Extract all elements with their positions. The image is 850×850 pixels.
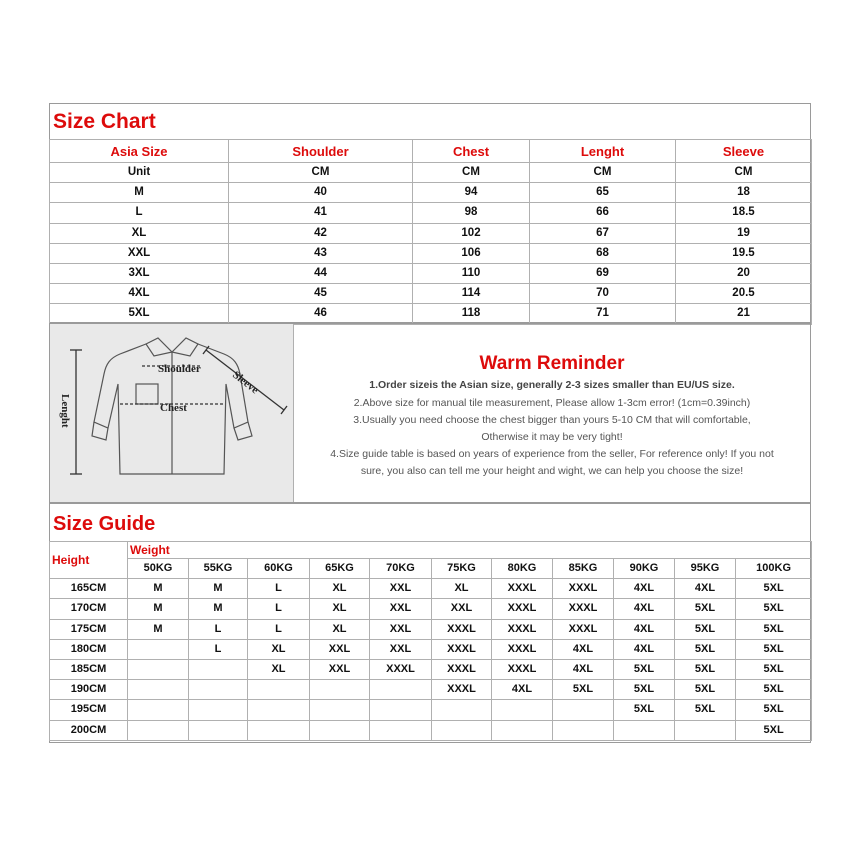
- size-chart-cell: M: [50, 183, 229, 203]
- size-chart-cell: 45: [229, 284, 413, 304]
- size-chart-cell: XXL: [50, 243, 229, 263]
- size-cell: 4XL: [492, 680, 553, 700]
- size-chart-cell: 114: [413, 284, 530, 304]
- size-guide-section: [49, 503, 811, 743]
- weight-cell: 65KG: [310, 559, 370, 579]
- sleeve-label: Sleeve: [230, 368, 261, 397]
- size-chart-row: [50, 304, 812, 324]
- size-cell: XXXL: [492, 599, 553, 619]
- size-guide-header-row: [50, 542, 812, 559]
- size-cell: XXL: [432, 599, 492, 619]
- size-cell: [553, 700, 614, 720]
- weight-cell: 70KG: [370, 559, 432, 579]
- weight-cell: 95KG: [675, 559, 736, 579]
- weight-cell: 55KG: [189, 559, 248, 579]
- size-cell: [189, 680, 248, 700]
- size-chart-cell: 46: [229, 304, 413, 324]
- size-cell: XXL: [310, 659, 370, 679]
- size-chart-cell: 68: [530, 243, 676, 263]
- size-cell: XXXL: [553, 599, 614, 619]
- size-chart-cell: 3XL: [50, 263, 229, 283]
- size-chart-cell: 44: [229, 263, 413, 283]
- size-cell: 4XL: [614, 599, 675, 619]
- size-cell: XXXL: [553, 579, 614, 599]
- size-cell: 5XL: [675, 680, 736, 700]
- size-chart-cell: 66: [530, 203, 676, 223]
- height-cell: 190CM: [50, 680, 128, 700]
- size-chart-cell: 20: [676, 263, 812, 283]
- shirt-icon: [50, 324, 293, 502]
- size-chart-row: [50, 163, 812, 183]
- size-chart-title: Size Chart: [53, 110, 156, 133]
- size-cell: XXL: [370, 599, 432, 619]
- reminder-line-4: Otherwise it may be very tight!: [481, 431, 623, 443]
- weight-cell: 80KG: [492, 559, 553, 579]
- size-cell: M: [189, 579, 248, 599]
- size-cell: 5XL: [736, 639, 812, 659]
- size-cell: 5XL: [736, 579, 812, 599]
- size-cell: [310, 700, 370, 720]
- size-cell: [248, 720, 310, 740]
- size-guide-row: [50, 579, 812, 599]
- size-cell: [675, 720, 736, 740]
- size-cell: 4XL: [553, 659, 614, 679]
- size-cell: 5XL: [614, 700, 675, 720]
- size-cell: 5XL: [614, 659, 675, 679]
- size-cell: XXXL: [370, 659, 432, 679]
- size-cell: XL: [248, 659, 310, 679]
- size-cell: [370, 700, 432, 720]
- size-cell: 5XL: [736, 599, 812, 619]
- size-chart-cell: 18.5: [676, 203, 812, 223]
- size-guide-row: [50, 599, 812, 619]
- header-length: Lenght: [530, 140, 676, 163]
- reminder-line-2: 2.Above size for manual tile measurement, Please allow 1-3cm error! (1cm=0.39inch): [353, 397, 751, 409]
- height-cell: 195CM: [50, 700, 128, 720]
- size-cell: 5XL: [675, 700, 736, 720]
- size-cell: 5XL: [553, 680, 614, 700]
- size-cell: [189, 700, 248, 720]
- size-cell: XL: [310, 579, 370, 599]
- size-cell: XXL: [370, 639, 432, 659]
- size-chart-cell: 106: [413, 243, 530, 263]
- size-chart-cell: 41: [229, 203, 413, 223]
- height-cell: 170CM: [50, 599, 128, 619]
- reminder-title: Warm Reminder: [479, 353, 625, 374]
- size-cell: [553, 720, 614, 740]
- reminder-section: [49, 323, 811, 503]
- size-chart-cell: 110: [413, 263, 530, 283]
- size-chart-cell: 19: [676, 223, 812, 243]
- size-cell: 5XL: [675, 659, 736, 679]
- size-cell: 4XL: [614, 579, 675, 599]
- size-chart-cell: 42: [229, 223, 413, 243]
- size-cell: [370, 680, 432, 700]
- size-guide-row: [50, 700, 812, 720]
- size-cell: 5XL: [675, 599, 736, 619]
- size-chart-cell: 94: [413, 183, 530, 203]
- size-cell: [189, 720, 248, 740]
- height-cell: 175CM: [50, 619, 128, 639]
- size-cell: 5XL: [736, 720, 812, 740]
- size-cell: L: [248, 599, 310, 619]
- size-guide-row: [50, 680, 812, 700]
- size-cell: [370, 720, 432, 740]
- size-cell: 5XL: [736, 700, 812, 720]
- weight-cell: 85KG: [553, 559, 614, 579]
- size-cell: 4XL: [614, 639, 675, 659]
- size-cell: 5XL: [736, 619, 812, 639]
- header-shoulder: Shoulder: [229, 140, 413, 163]
- size-guide-row: [50, 619, 812, 639]
- size-cell: 5XL: [675, 619, 736, 639]
- size-cell: XXXL: [492, 639, 553, 659]
- size-cell: [128, 639, 189, 659]
- size-cell: XXXL: [492, 619, 553, 639]
- size-cell: XL: [432, 579, 492, 599]
- size-chart-cell: CM: [413, 163, 530, 183]
- shirt-diagram: [50, 324, 294, 502]
- header-sleeve: Sleeve: [676, 140, 812, 163]
- header-asia-size: Asia Size: [50, 140, 229, 163]
- size-chart-cell: 98: [413, 203, 530, 223]
- size-cell: L: [248, 619, 310, 639]
- size-chart-cell: 40: [229, 183, 413, 203]
- size-cell: 5XL: [675, 639, 736, 659]
- size-cell: M: [128, 579, 189, 599]
- size-chart-header-row: [50, 140, 812, 163]
- size-chart-row: [50, 183, 812, 203]
- size-chart-cell: 69: [530, 263, 676, 283]
- height-cell: 200CM: [50, 720, 128, 740]
- size-chart-cell: CM: [530, 163, 676, 183]
- size-chart-cell: 5XL: [50, 304, 229, 324]
- weight-cell: 90KG: [614, 559, 675, 579]
- size-cell: XXXL: [432, 680, 492, 700]
- reminder-line-1: 1.Order sizeis the Asian size, generally 2-3 sizes smaller than EU/US size.: [369, 379, 735, 391]
- size-chart-cell: CM: [676, 163, 812, 183]
- size-chart-cell: 20.5: [676, 284, 812, 304]
- size-cell: XXXL: [432, 659, 492, 679]
- size-chart-row: [50, 243, 812, 263]
- weight-cell: 50KG: [128, 559, 189, 579]
- size-cell: 5XL: [614, 680, 675, 700]
- size-cell: XL: [248, 639, 310, 659]
- size-cell: L: [189, 639, 248, 659]
- size-chart-row: [50, 203, 812, 223]
- size-cell: XXL: [370, 619, 432, 639]
- height-header: Height: [50, 542, 128, 579]
- size-chart-cell: 43: [229, 243, 413, 263]
- height-cell: 185CM: [50, 659, 128, 679]
- size-chart-cell: 21: [676, 304, 812, 324]
- size-cell: [310, 680, 370, 700]
- size-cell: XXXL: [492, 579, 553, 599]
- size-cell: L: [189, 619, 248, 639]
- size-cell: L: [248, 579, 310, 599]
- size-cell: XXXL: [492, 659, 553, 679]
- height-cell: 180CM: [50, 639, 128, 659]
- size-cell: [248, 680, 310, 700]
- size-chart-cell: 71: [530, 304, 676, 324]
- reminder-line-5: 4.Size guide table is based on years of experience from the seller, For reference only! If you not: [330, 448, 774, 460]
- size-chart-cell: 67: [530, 223, 676, 243]
- size-cell: [310, 720, 370, 740]
- size-chart-row: [50, 223, 812, 243]
- size-chart-table: [49, 139, 812, 325]
- size-cell: [128, 720, 189, 740]
- size-cell: XXXL: [553, 619, 614, 639]
- shoulder-label: Shoulder: [158, 363, 201, 375]
- chest-label: Chest: [160, 402, 187, 414]
- size-cell: 4XL: [614, 619, 675, 639]
- size-cell: XL: [310, 599, 370, 619]
- height-cell: 165CM: [50, 579, 128, 599]
- size-cell: M: [189, 599, 248, 619]
- size-cell: 4XL: [675, 579, 736, 599]
- size-chart-cell: L: [50, 203, 229, 223]
- size-cell: XL: [310, 619, 370, 639]
- reminder-text: [294, 324, 810, 502]
- size-cell: [492, 700, 553, 720]
- size-chart-cell: 118: [413, 304, 530, 324]
- size-cell: [432, 720, 492, 740]
- size-chart-cell: CM: [229, 163, 413, 183]
- size-chart-cell: 65: [530, 183, 676, 203]
- reminder-line-6: sure, you also can tell me your height and wight, we can help you choose the size!: [360, 465, 744, 477]
- size-cell: XXXL: [432, 619, 492, 639]
- weight-cell: 60KG: [248, 559, 310, 579]
- size-cell: [614, 720, 675, 740]
- header-chest: Chest: [413, 140, 530, 163]
- weight-header: Weight: [128, 542, 812, 559]
- weights-row: [50, 559, 812, 579]
- length-label: Lenght: [59, 394, 71, 428]
- size-chart-cell: 19.5: [676, 243, 812, 263]
- size-cell: 4XL: [553, 639, 614, 659]
- size-cell: [128, 680, 189, 700]
- size-cell: [128, 700, 189, 720]
- size-chart-cell: 70: [530, 284, 676, 304]
- size-cell: [128, 659, 189, 679]
- size-chart-cell: 102: [413, 223, 530, 243]
- size-cell: XXL: [370, 579, 432, 599]
- size-guide-row: [50, 639, 812, 659]
- size-guide-row: [50, 659, 812, 679]
- size-cell: 5XL: [736, 659, 812, 679]
- size-cell: [248, 700, 310, 720]
- size-cell: M: [128, 599, 189, 619]
- size-cell: M: [128, 619, 189, 639]
- weight-cell: 100KG: [736, 559, 812, 579]
- size-chart-cell: 18: [676, 183, 812, 203]
- size-cell: 5XL: [736, 680, 812, 700]
- size-cell: [432, 700, 492, 720]
- weight-cell: 75KG: [432, 559, 492, 579]
- size-chart-cell: Unit: [50, 163, 229, 183]
- size-guide-row: [50, 720, 812, 740]
- reminder-line-3: 3.Usually you need choose the chest bigger than yours 5-10 CM that will comfortable,: [353, 414, 751, 426]
- size-chart-section: [49, 103, 811, 323]
- size-chart-row: [50, 263, 812, 283]
- size-chart-row: [50, 284, 812, 304]
- size-guide-table: [49, 541, 812, 741]
- size-cell: [492, 720, 553, 740]
- size-cell: XXL: [310, 639, 370, 659]
- size-chart-cell: XL: [50, 223, 229, 243]
- size-guide-title: Size Guide: [53, 513, 156, 535]
- size-cell: XXXL: [432, 639, 492, 659]
- size-chart-cell: 4XL: [50, 284, 229, 304]
- size-cell: [189, 659, 248, 679]
